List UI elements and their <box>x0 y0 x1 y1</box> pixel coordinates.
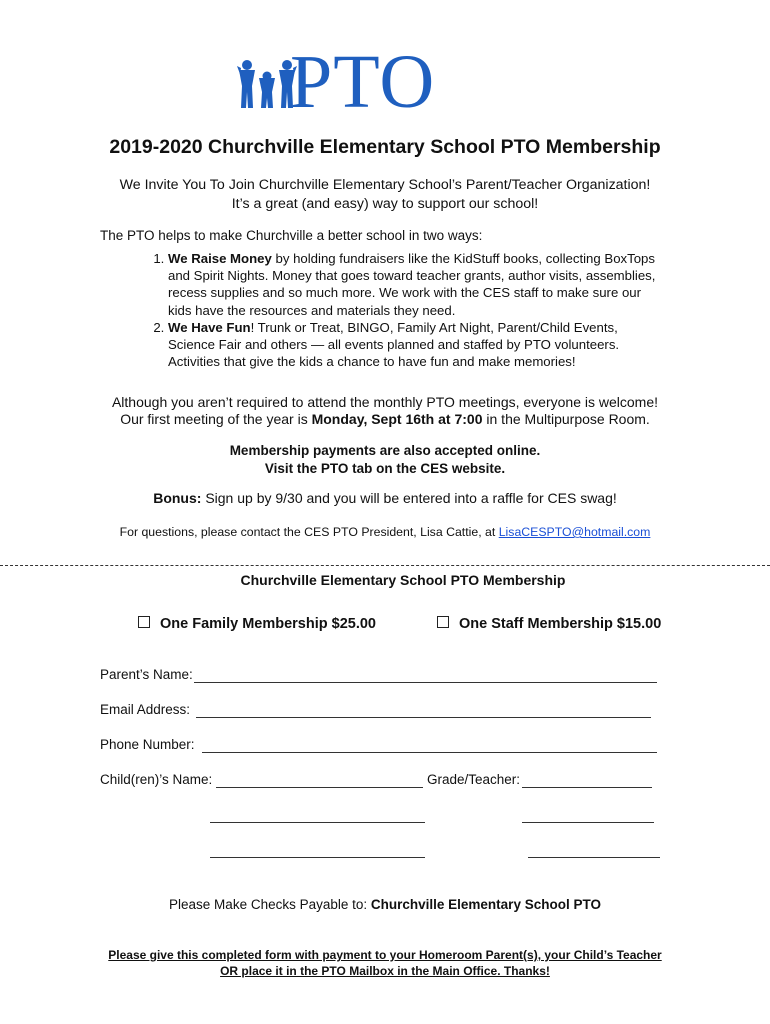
parent-name-field[interactable] <box>194 682 657 683</box>
footer-line-1: Please give this completed form with payment to your Homeroom Parent(s), your Child’s Teacher <box>108 948 662 962</box>
way-text: ! Trunk or Treat, BINGO, Family Art Night, Parent/Child Events, Science Fair and others — all events planned and staffed by PTO volunteers. Activities that give the kids a chance to have fun and make memories! <box>168 319 620 370</box>
meeting-line-2 <box>0 410 770 429</box>
checkbox-icon[interactable] <box>437 616 449 628</box>
phone-number-field[interactable] <box>202 752 657 753</box>
grade-teacher-field-2[interactable] <box>522 822 654 823</box>
contact-line <box>0 523 770 542</box>
family-membership-option[interactable] <box>138 616 376 632</box>
grade-teacher-field-3[interactable] <box>528 857 660 858</box>
meeting-line-1: Although you aren’t required to attend the monthly PTO meetings, everyone is welcome! <box>111 394 659 410</box>
phone-number-label: Phone Number: <box>100 737 195 752</box>
logo-text: PTO <box>290 40 436 124</box>
meeting-text: Our first meeting of the year is <box>120 411 312 427</box>
children-name-label: Child(ren)’s Name: <box>100 772 213 787</box>
email-address-label: Email Address: <box>100 702 191 717</box>
staff-membership-option[interactable] <box>437 616 661 632</box>
invite-line-2: It’s a great (and easy) way to support our school! <box>231 196 539 212</box>
online-line-2: Visit the PTO tab on the CES website. <box>264 461 506 476</box>
ways-list <box>138 250 668 370</box>
bonus-label: Bonus: <box>153 490 202 506</box>
pto-logo <box>237 40 497 124</box>
children-name-field-3[interactable] <box>210 857 425 858</box>
bonus-line <box>0 489 770 508</box>
way-lead: We Raise Money <box>168 251 272 266</box>
way-text: by holding fundraisers like the KidStuff books, collecting BoxTops and Spirit Nights. Money that goes toward teacher grants, author visits, assemblies, recess supplies and so much more. We work with the CES staff to make sure our kids have the resources and materials they need. <box>168 251 656 318</box>
grade-teacher-label: Grade/Teacher: <box>427 772 521 787</box>
email-address-field[interactable] <box>196 717 651 718</box>
checks-payable-line <box>0 895 770 914</box>
footer-instructions <box>0 947 770 979</box>
family-figures-icon <box>237 56 297 112</box>
children-name-field-1[interactable] <box>216 787 423 788</box>
footer-line-2: OR place it in the PTO Mailbox in the Main Office. Thanks! <box>220 964 550 978</box>
invite-line-1: We Invite You To Join Churchville Elementary School’s Parent/Teacher Organization! <box>119 177 651 193</box>
cut-line-divider <box>0 565 770 566</box>
intro-text: The PTO helps to make Churchville a better school in two ways: <box>100 228 483 243</box>
option-label: One Family Membership $25.00 <box>160 616 376 632</box>
option-label: One Staff Membership $15.00 <box>459 616 662 632</box>
page-title: 2019-2020 Churchville Elementary School PTO Membership <box>109 136 661 158</box>
way-lead: We Have Fun <box>168 319 251 335</box>
grade-teacher-field-1[interactable] <box>522 787 652 788</box>
contact-email-link[interactable]: LisaCESPTO@hotmail.com <box>498 525 651 539</box>
bonus-text: Sign up by 9/30 and you will be entered into a raffle for CES swag! <box>201 490 617 506</box>
checkbox-icon[interactable] <box>138 616 150 628</box>
form-title: Churchville Elementary School PTO Membership <box>240 572 566 588</box>
contact-text: For questions, please contact the CES PTO President, Lisa Cattie, at <box>119 525 499 539</box>
meeting-date: Monday, Sept 16th at 7:00 <box>311 411 483 427</box>
online-line-1: Membership payments are also accepted online. <box>229 443 541 458</box>
parent-name-label: Parent’s Name: <box>100 667 193 682</box>
list-item <box>168 319 668 371</box>
checks-payee: Churchville Elementary School PTO <box>370 897 601 912</box>
checks-label: Please Make Checks Payable to: <box>169 897 371 912</box>
list-item <box>168 250 668 319</box>
children-name-field-2[interactable] <box>210 822 425 823</box>
meeting-place: in the Multipurpose Room. <box>482 411 650 427</box>
